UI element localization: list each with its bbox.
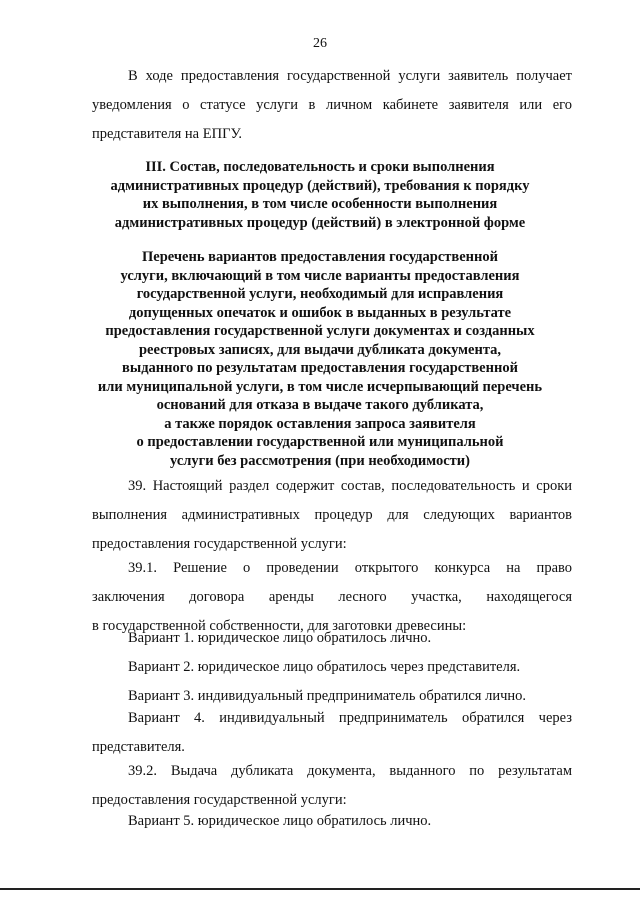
para-39-2-line-2: предоставления государственной услуги:: [92, 792, 347, 808]
variant-5-line: Вариант 5. юридическое лицо обратилось лично.: [128, 813, 432, 829]
paragraph-39: [92, 472, 572, 559]
para-39-1-line-3: в государственной собственности, для заготовки древесины:: [92, 618, 467, 634]
sub-heading-line-12: услуги без рассмотрения (при необходимости): [170, 452, 470, 469]
section-heading-line-4: административных процедур (действий) в электронной форме: [114, 214, 526, 231]
intro-line-3: представителя на ЕПГУ.: [92, 126, 242, 142]
section-heading-line-2: административных процедур (действий), требования к порядку: [110, 177, 530, 194]
para-39-line-3: предоставления государственной услуги:: [92, 536, 347, 552]
variant-4-line-2: представителя.: [92, 739, 185, 755]
intro-line-1: В ходе предоставления государственной услуги заявитель получает: [128, 68, 572, 84]
variant-3: Вариант 3. индивидуальный предприниматель обратился лично.: [128, 688, 526, 704]
variant-2: Вариант 2. юридическое лицо обратилось через представителя.: [128, 659, 521, 675]
para-39-1-line-1: 39.1. Решение о проведении открытого конкурса на право: [128, 560, 572, 576]
sub-heading-line-11: о предоставлении государственной или муниципальной: [136, 434, 504, 450]
sub-heading-line-1: Перечень вариантов предоставления государственной: [142, 249, 498, 265]
para-39-2-line-1: 39.2. Выдача дубликата документа, выданного по результатам: [128, 763, 572, 779]
para-39-line-2: выполнения административных процедур для следующих вариантов: [92, 507, 572, 523]
section-heading-line-3: их выполнения, в том числе особенности выполнения: [142, 196, 498, 212]
sub-heading-line-9: оснований для отказа в выдаче такого дубликата,: [156, 397, 484, 413]
sub-heading-line-2: услуги, включающий в том числе варианты предоставления: [120, 267, 520, 284]
variant-1: Вариант 1. юридическое лицо обратилось лично.: [128, 630, 432, 646]
section-heading: [0, 158, 640, 232]
sub-heading-line-8: или муниципальной услуги, в том числе исчерпывающий перечень: [97, 378, 543, 395]
sub-heading-line-3: государственной услуги, необходимый для исправления: [136, 286, 504, 302]
sub-heading-line-4: допущенных опечаток и ошибок в выданных в результате: [128, 304, 512, 321]
sub-heading-line-5: предоставления государственной услуги документах и созданных: [105, 323, 535, 339]
sub-heading-line-6: реестровых записях, для выдачи дубликата документа,: [138, 341, 502, 358]
variant-5: [92, 807, 572, 836]
bottom-divider: [0, 888, 640, 890]
variants-list-heading: [0, 248, 640, 470]
para-39-line-1: 39. Настоящий раздел содержит состав, последовательность и сроки: [128, 478, 572, 494]
variant-4-line-1: Вариант 4. индивидуальный предприниматель обратился через: [128, 710, 572, 726]
sub-heading-line-7: выданного по результатам предоставления государственной: [122, 360, 518, 376]
para-39-1-line-2: заключения договора аренды лесного участка, находящегося: [92, 589, 572, 605]
sub-heading-line-10: а также порядок оставления запроса заявителя: [164, 415, 476, 432]
variant-4: [92, 704, 572, 762]
intro-paragraph: [92, 62, 572, 149]
intro-line-2: уведомления о статусе услуги в личном кабинете заявителя или его: [92, 97, 572, 113]
page-number: 26: [313, 36, 327, 51]
variants-group-1: [92, 624, 572, 711]
section-heading-line-1: III. Состав, последовательность и сроки выполнения: [145, 159, 495, 175]
